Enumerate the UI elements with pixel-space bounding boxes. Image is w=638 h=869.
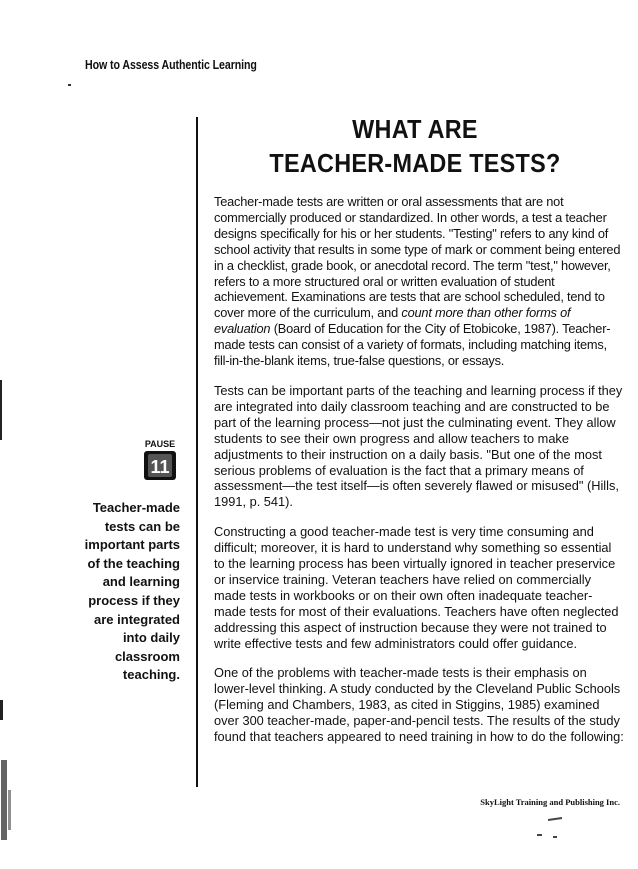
pause-icon-number: 11	[150, 457, 170, 477]
title-line-2: TEACHER-MADE TESTS?	[269, 148, 561, 178]
page-title	[210, 112, 620, 180]
pause-icon	[141, 438, 179, 482]
scan-speck	[68, 84, 71, 86]
paragraph-1-part-a: Teacher-made tests are written or oral assessments that are not commercially produced or standardized. In other words, a test a teacher designs specifically for his or her students. "Testing" refers to any kind of school activity that results in some type of mark or comment being entered in a checklist, grade book, or anecdotal record. The term "test," however, refers to a more structured oral or written evaluation of student achievement. Examinations are tests that are school scheduled, tend to cover more of the curriculum, and	[214, 194, 621, 321]
scan-edge-mark	[0, 380, 2, 440]
scan-edge-mark	[1, 760, 7, 840]
paragraph-1	[214, 194, 624, 369]
paragraph-1-part-b: (Board of Education for the City of Etobicoke, 1987). Teacher-made tests can consist of a variety of formats, including matching items, fill-in-the-blank items, true-false questions, or essays.	[214, 321, 611, 369]
scan-speck	[548, 817, 562, 821]
body-text	[214, 194, 624, 759]
paragraph-1-italic: count more than other forms of evaluation	[214, 305, 571, 337]
scan-edge-mark	[8, 790, 11, 830]
column-divider	[196, 117, 198, 787]
title-line-1: WHAT ARE	[352, 114, 478, 144]
publisher-footer: SkyLight Training and Publishing Inc.	[480, 797, 620, 807]
pause-icon-graphic	[141, 438, 179, 482]
paragraph-3: Constructing a good teacher-made test is very time consuming and difficult; moreover, it is hard to understand why something so essential to the learning process has been virtually ignored in teacher preservice or inservice training. Veteran teachers have relied on commercially made tests in workbooks or on their own often inadequate teacher-made tests for most of their evaluations. Teachers have often neglected addressing this aspect of instruction because they were not trained to write effective tests and few administrators could offer guidance.	[214, 524, 619, 651]
running-header: How to Assess Authentic Learning	[85, 58, 257, 72]
scan-speck	[553, 836, 557, 838]
scan-edge-mark	[0, 700, 3, 720]
sidebar-pull-quote: Teacher-made tests can be important parts of the teaching and learning process if they are integrated into daily classroom teaching.	[84, 500, 180, 683]
pause-icon-label: PAUSE	[144, 439, 176, 449]
paragraph-4: One of the problems with teacher-made tests is their emphasis on lower-level thinking. A study conducted by the Cleveland Public Schools (Fleming and Chambers, 1983, as cited in Stiggins, 1985) examined over 300 teacher-made, paper-and-pencil tests. The results of the study found that teachers appeared to need training in how to do the following:	[214, 665, 624, 745]
scan-speck	[537, 834, 542, 836]
paragraph-2: Tests can be important parts of the teaching and learning process if they are integrated into daily classroom teaching and are constructed to be part of the learning process—not just the culminating event. They allow students to see their own progress and allow teachers to make adjustments to their instruction on a daily basis. "But one of the most serious problems of evaluation is the fact that a primary means of assessment—the test itself—is often severely flawed or misused" (Hills, 1991, p. 541).	[214, 382, 623, 510]
